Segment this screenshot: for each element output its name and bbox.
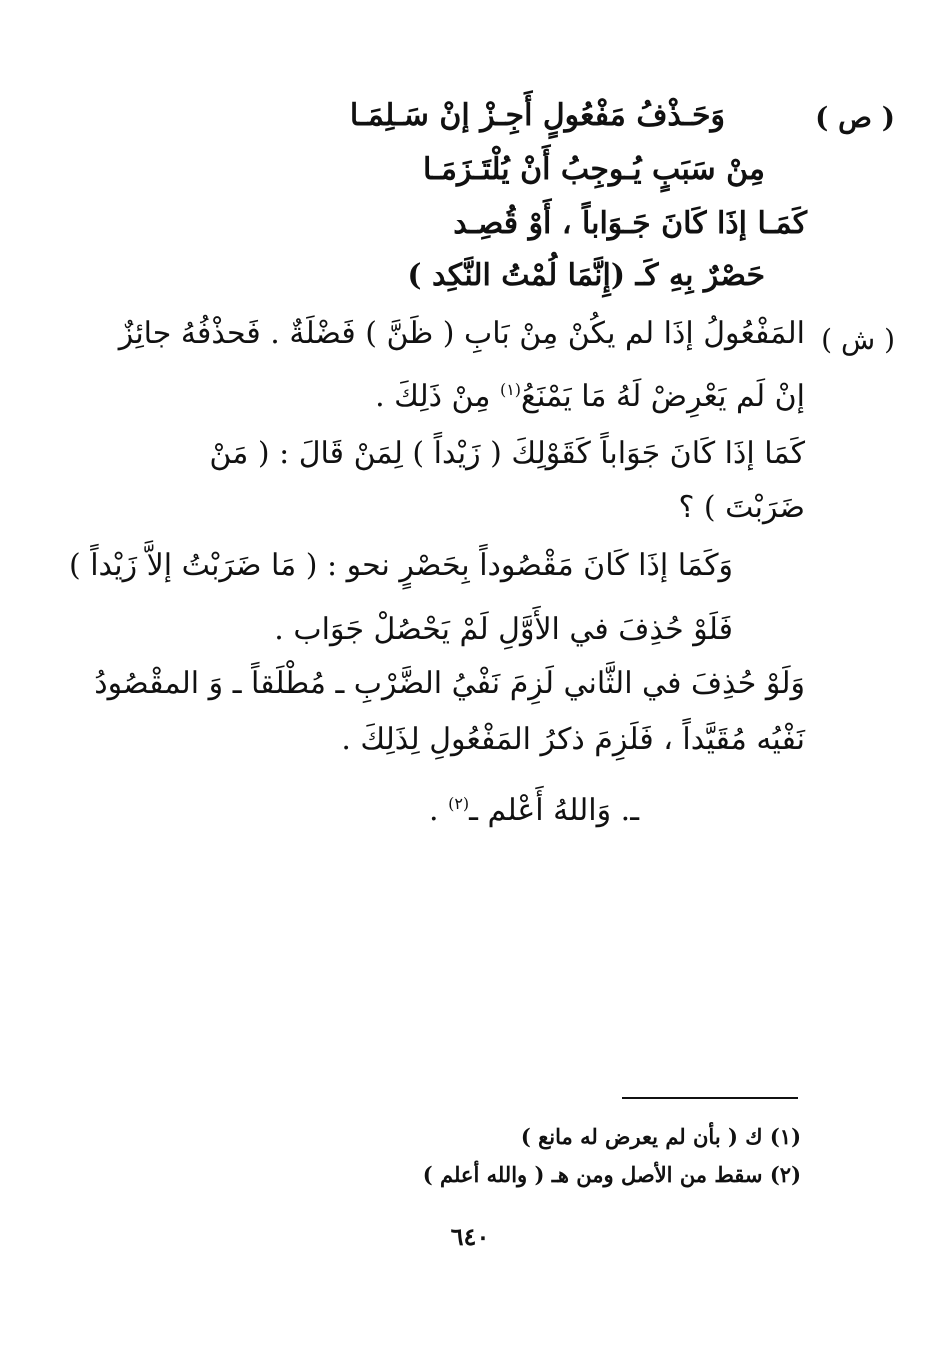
commentary-label: ( ش ) (821, 323, 895, 356)
footnote-ref-1: (١) (499, 380, 522, 399)
commentary-line-4: ضَرَبْتَ ) ؟ (678, 490, 805, 525)
commentary-line-2-tail: مِنْ ذَلِكَ . (375, 379, 500, 414)
commentary-line-7: وَلَوْ حُذِفَ في الثَّاني لَزِمَ نَفْيُ الضَّرْبِ ـ مُطْلَقاً ـ وَ المقْصُودُ (94, 666, 805, 701)
closing-line (429, 784, 639, 831)
commentary-line-5: وَكَمَا إذَا كَانَ مَقْصُوداً بِحَصْرٍ نحو : ( مَا ضَرَبْتُ إلاَّ زَيْداً ) (68, 548, 733, 583)
footnote-2: (٢) سقط من الأصل ومن هـ ( والله أعلم ) (422, 1162, 801, 1187)
commentary-line-3: كَمَا إذَا كَانَ جَوَاباً كَقَوْلِكَ ( زَيْداً ) لِمَنْ قَالَ : ( مَنْ (209, 436, 805, 471)
page-number: ٦٤٠ (450, 1222, 490, 1251)
footnote-ref-2: (٢) (448, 794, 470, 813)
commentary-line-2-text: إنْ لَم يَعْرِضْ لَهُ مَا يَمْنَعُ (521, 379, 805, 414)
verse-label: ( ص ) (815, 101, 895, 134)
closing-text: ـ. وَاللهُ أَعْلم ـ (469, 793, 639, 828)
verse-line-1: وَحَـذْفُ مَفْعُولٍ أَجِـزْ إنْ سَـلِمَـا (349, 98, 725, 133)
footnote-separator (622, 1097, 798, 1099)
commentary-line-8: نَفْيُه مُقَيَّداً ، فَلَزِمَ ذكرُ المَفْعُولِ لِذَلِكَ . (341, 722, 805, 757)
verse-line-4: حَصْرٌ بِهِ كَـ (إِنَّمَا لُمْتُ النَّكِد ) (407, 258, 765, 293)
commentary-line-1: المَفْعُولُ إذَا لم يكُنْ مِنْ بَابِ ( ظَنَّ ) فَضْلَةٌ . فَحذْفُهُ جائِزٌ (118, 316, 805, 351)
footnote-1: (١) ك ( بأن لم يعرض له مانع ) (520, 1124, 801, 1149)
commentary-line-6: فَلَوْ حُذِفَ في الأَوَّلِ لَمْ يَحْصُلْ جَوَاب . (274, 612, 733, 647)
commentary-line-2 (375, 370, 805, 417)
verse-line-2: مِنْ سَبَبٍ يُـوجِبُ أَنْ يُلْتَـزَمَـا (422, 152, 765, 187)
verse-line-3: كَمَـا إذَا كَانَ جَـوَاباً ، أَوْ قُصِـد (453, 206, 807, 241)
closing-tail: . (428, 793, 449, 828)
